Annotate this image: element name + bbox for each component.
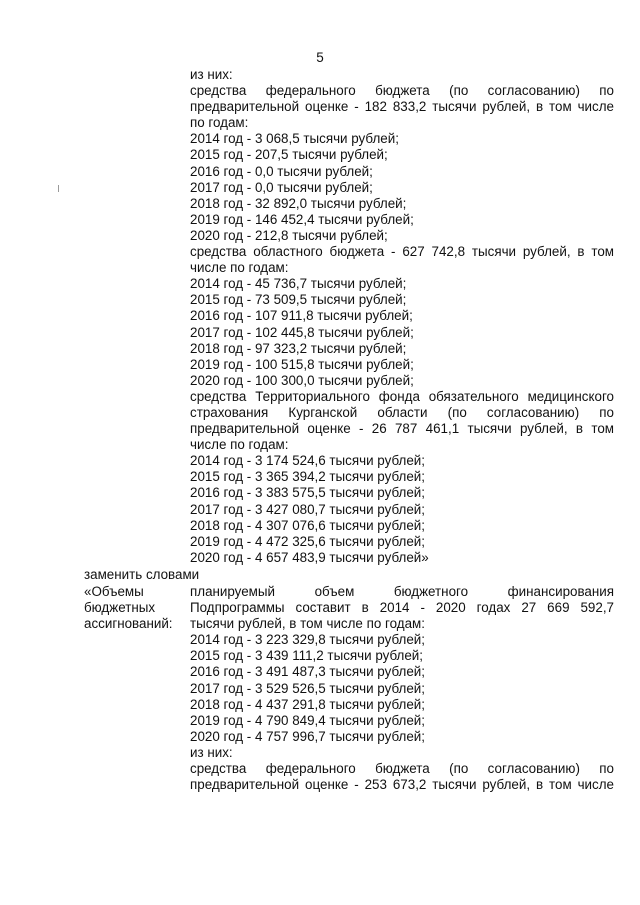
federal-by-years-label: по годам: bbox=[190, 115, 249, 131]
regional-year-line: 2019 год - 100 515,8 тысячи рублей; bbox=[190, 356, 414, 372]
section-heading bbox=[84, 584, 184, 632]
tfoms-line: страхования Курганской области (по согласованию) по bbox=[190, 404, 614, 420]
section-heading-line: «Объемы bbox=[84, 584, 144, 599]
regional-year-line: 2017 год - 102 445,8 тысячи рублей; bbox=[190, 324, 414, 340]
planned-year-line: 2020 год - 4 757 996,7 тысячи рублей; bbox=[190, 728, 425, 744]
tfoms-line: предварительной оценке - 26 787 461,1 тысячи рублей, в том bbox=[190, 421, 614, 437]
planned-year-line: 2016 год - 3 491 487,3 тысячи рублей; bbox=[190, 664, 425, 680]
of-them-label: из них: bbox=[190, 67, 233, 82]
margin-mark bbox=[58, 185, 59, 192]
tfoms-year-line: 2020 год - 4 657 483,9 тысячи рублей» bbox=[190, 549, 429, 565]
federal-year-line: 2018 год - 32 892,0 тысячи рублей; bbox=[190, 195, 407, 211]
federal-line: предварительной оценке - 182 833,2 тысячи рублей, в том числе bbox=[190, 99, 614, 115]
tfoms-year-line: 2019 год - 4 472 325,6 тысячи рублей; bbox=[190, 533, 425, 549]
tfoms-line: числе по годам: bbox=[190, 437, 289, 453]
regional-line: числе по годам: bbox=[190, 260, 289, 276]
tfoms-year-line: 2017 год - 3 427 080,7 тысячи рублей; bbox=[190, 501, 425, 517]
tfoms-year-line: 2018 год - 4 307 076,6 тысячи рублей; bbox=[190, 517, 425, 533]
tfoms-line: средства Территориального фонда обязательного медицинского bbox=[190, 388, 614, 404]
federal-line: предварительной оценке - 253 673,2 тысячи рублей, в том числе bbox=[190, 777, 614, 793]
federal-year-line: 2020 год - 212,8 тысячи рублей; bbox=[190, 227, 388, 243]
regional-year-line: 2020 год - 100 300,0 тысячи рублей; bbox=[190, 372, 414, 388]
section-body bbox=[190, 584, 614, 793]
planned-line: тысячи рублей, в том числе по годам: bbox=[190, 616, 425, 632]
of-them-label: из них: bbox=[190, 744, 233, 760]
federal-line: средства федерального бюджета (по согласованию) по bbox=[190, 83, 614, 99]
tfoms-year-line: 2016 год - 3 383 575,5 тысячи рублей; bbox=[190, 485, 425, 501]
planned-year-line: 2019 год - 4 790 849,4 тысячи рублей; bbox=[190, 712, 425, 728]
regional-year-line: 2016 год - 107 911,8 тысячи рублей; bbox=[190, 308, 413, 324]
section-heading-line: бюджетных bbox=[84, 600, 156, 616]
planned-line: Подпрограммы составит в 2014 - 2020 годах 27 669 592,7 bbox=[190, 600, 614, 616]
planned-year-line: 2018 год - 4 437 291,8 тысячи рублей; bbox=[190, 696, 425, 712]
federal-year-line: 2016 год - 0,0 тысячи рублей; bbox=[190, 163, 373, 179]
regional-year-line: 2015 год - 73 509,5 тысячи рублей; bbox=[190, 292, 407, 308]
regional-year-line: 2018 год - 97 323,2 тысячи рублей; bbox=[190, 340, 407, 356]
tfoms-year-line: 2014 год - 3 174 524,6 тысячи рублей; bbox=[190, 453, 425, 469]
federal-year-line: 2017 год - 0,0 тысячи рублей; bbox=[190, 179, 373, 195]
financing-text-top bbox=[190, 67, 614, 566]
regional-year-line: 2014 год - 45 736,7 тысячи рублей; bbox=[190, 276, 407, 292]
federal-year-line: 2015 год - 207,5 тысячи рублей; bbox=[190, 147, 388, 163]
federal-year-line: 2014 год - 3 068,5 тысячи рублей; bbox=[190, 131, 399, 147]
federal-year-line: 2019 год - 146 452,4 тысячи рублей; bbox=[190, 211, 414, 227]
federal-line: средства федерального бюджета (по согласованию) по bbox=[190, 761, 614, 777]
replace-label: заменить словами bbox=[84, 567, 200, 582]
planned-year-line: 2014 год - 3 223 329,8 тысячи рублей; bbox=[190, 632, 425, 648]
planned-year-line: 2017 год - 3 529 526,5 тысячи рублей; bbox=[190, 680, 425, 696]
regional-line: средства областного бюджета - 627 742,8 тысячи рублей, в том bbox=[190, 244, 614, 260]
page-number: 5 bbox=[316, 50, 324, 65]
tfoms-year-line: 2015 год - 3 365 394,2 тысячи рублей; bbox=[190, 469, 425, 485]
planned-year-line: 2015 год - 3 439 111,2 тысячи рублей; bbox=[190, 648, 423, 664]
planned-line: планируемый объем бюджетного финансирования bbox=[190, 584, 614, 599]
section-heading-line: ассигнований: bbox=[84, 616, 173, 632]
